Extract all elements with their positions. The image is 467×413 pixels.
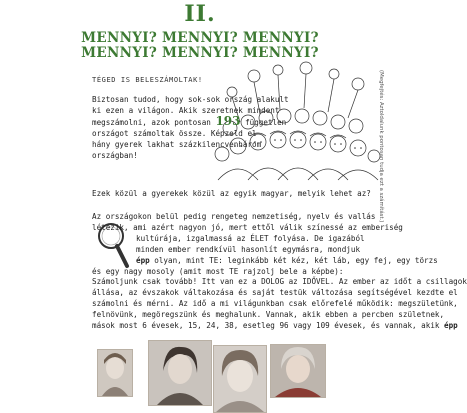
emphasis-word: épp [136, 256, 150, 265]
time-line-part: mások most 6 évesek, 15, 24, 38, esetleg 96 vagy 109 évesek, és vannak, akik [92, 321, 445, 330]
time-line [92, 320, 467, 331]
chapter-numeral: II. [184, 1, 216, 27]
section-subtitle: TÉGED IS BELESZÁMOLTAK! [92, 76, 203, 84]
nationality-line: kultúrája, izgalmassá az ÉLET folyása. De igazából [136, 234, 365, 243]
photo-young-woman [148, 340, 212, 406]
intro-line [92, 116, 289, 128]
emphasis-word: épp [444, 321, 458, 330]
nationality-line: és egy nagy mosoly (amit most TE rajzolj bele a képbe): [92, 267, 344, 276]
nationality-paragraph [92, 211, 438, 277]
nationality-line: létezik, ami azért nagyon jó, mert ettől válik színessé az emberiség [92, 223, 403, 232]
heading-line-1: MENNYI? MENNYI? MENNYI? [81, 30, 319, 46]
intro-line: hány gyerek lakhat százkilencvenhárom [92, 140, 262, 149]
side-caption: (Megfejtés: Aztoldalunk pontosan tudja ezt a számítást.) [378, 70, 384, 223]
country-count: 193 [215, 114, 241, 128]
intro-line: Biztosan tudod, hogy sok-sok ország alakult [92, 95, 289, 104]
intro-line-part: független [240, 118, 287, 127]
intro-line: ki ezen a világon. Akik szeretnek mindent [92, 106, 280, 115]
photo-elderly-woman [270, 344, 326, 398]
intro-paragraph [92, 94, 289, 161]
nationality-line [92, 255, 438, 266]
time-line: Számoljunk csak tovább! Itt van ez a DOLOG az IDŐVEL. Az ember az időt a csillagok [92, 277, 467, 286]
nationality-line: Az országokon belül pedig rengeteg nemzetiség, nyelv és vallás [92, 212, 376, 221]
time-line: állása, az évszakok váltakozása és saját testük változása segítségével kezdte el [92, 288, 458, 297]
nationality-line-part: olyan, mint TE: leginkább két kéz, két láb, egy fej, egy törzs [149, 256, 438, 265]
intro-line: országot számoltak össze. Képzeld el [92, 129, 257, 138]
question-paragraph [92, 188, 371, 199]
nationality-line: minden ember rendkívül hasonlít egymásra, mondjuk [136, 245, 361, 254]
question-line: Ezek közül a gyerekek közül az egyik magyar, melyik lehet az? [92, 189, 371, 198]
photo-child [97, 349, 133, 397]
time-line: felnövünk, megöregszünk és meghalunk. Vannak, akik ebben a percben születnek, [92, 310, 445, 319]
time-paragraph [92, 276, 467, 331]
intro-line: országban! [92, 151, 138, 160]
photo-middle-aged-woman [213, 345, 267, 413]
intro-line-part: megszámolni, azok pontosan [92, 118, 216, 127]
heading-line-2: MENNYI? MENNYI? MENNYI? [81, 45, 319, 61]
time-line: számolni és mérni. Az idő a mi világunkban csak előrefelé működik: megszületünk, [92, 299, 458, 308]
